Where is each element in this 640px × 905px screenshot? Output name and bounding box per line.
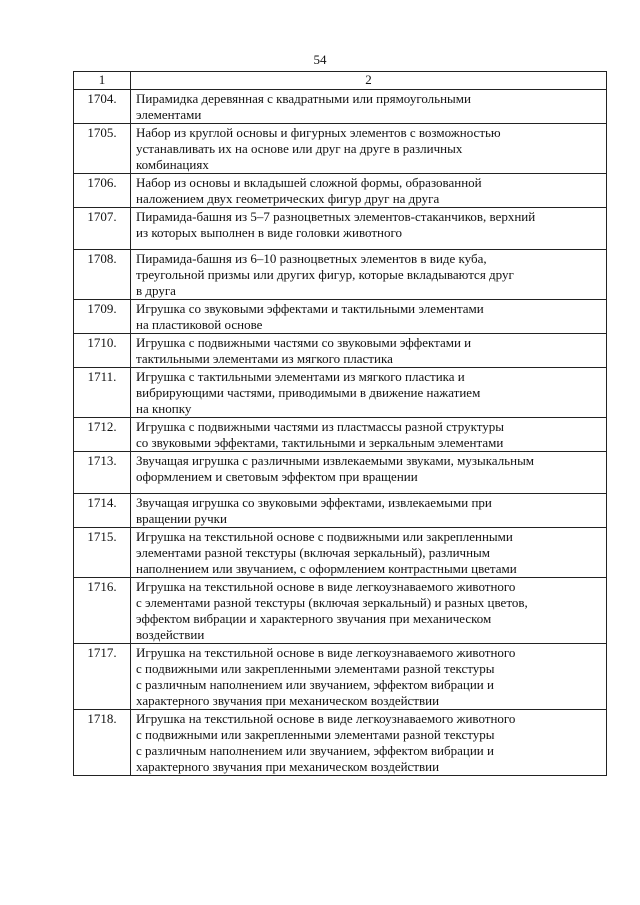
description-line: наложением двух геометрических фигур друг на друга [136, 191, 440, 206]
description-line: Игрушка с подвижными частями из пластмассы разной структуры [136, 419, 504, 434]
row-number: 1704. [74, 90, 131, 124]
row-number: 1711. [74, 368, 131, 418]
description-line: Набор из круглой основы и фигурных элементов с возможностью [136, 125, 501, 140]
table-row [74, 578, 607, 644]
row-number: 1706. [74, 174, 131, 208]
description-line: Звучащая игрушка с различными извлекаемыми звуками, музыкальным [136, 453, 535, 468]
row-number: 1707. [74, 208, 131, 250]
row-number: 1717. [74, 644, 131, 710]
description-line: на пластиковой основе [136, 317, 263, 332]
row-description [131, 578, 607, 644]
description-line: Игрушка на текстильной основе с подвижными или закрепленными [136, 529, 513, 544]
description-line: эффектом вибрации и характерного звучания при механическом [136, 611, 492, 626]
description-line: вращении ручки [136, 511, 227, 526]
row-description [131, 452, 607, 494]
description-line: Звучащая игрушка со звуковыми эффектами, извлекаемыми при [136, 495, 492, 510]
table-row [74, 418, 607, 452]
description-line: элементами [136, 107, 202, 122]
description-line: Игрушка со звуковыми эффектами и тактильными элементами [136, 301, 484, 316]
description-line: Пирамидка деревянная с квадратными или прямоугольными [136, 91, 471, 106]
description-line: Игрушка с тактильными элементами из мягкого пластика и [136, 369, 465, 384]
description-line: со звуковыми эффектами, тактильными и зеркальным элементами [136, 435, 504, 450]
description-line: в друга [136, 283, 176, 298]
row-number: 1708. [74, 250, 131, 300]
row-number: 1712. [74, 418, 131, 452]
table-row [74, 452, 607, 494]
row-number: 1715. [74, 528, 131, 578]
description-line: оформлением и световым эффектом при вращении [136, 469, 418, 484]
table-row [74, 300, 607, 334]
description-line: наполнением или звучанием, с оформлением контрастными цветами [136, 561, 517, 576]
description-line: треугольной призмы или других фигур, которые вкладываются друг [136, 267, 514, 282]
row-number: 1714. [74, 494, 131, 528]
description-line: Игрушка на текстильной основе в виде легкоузнаваемого животного [136, 579, 516, 594]
column-header-description: 2 [131, 72, 607, 90]
row-description [131, 528, 607, 578]
row-number: 1709. [74, 300, 131, 334]
description-line: характерного звучания при механическом воздействии [136, 693, 440, 708]
description-line: с подвижными или закрепленными элементами разной текстуры [136, 727, 495, 742]
row-description [131, 710, 607, 776]
description-line: из которых выполнен в виде головки животного [136, 225, 402, 240]
description-line: элементами разной текстуры (включая зеркальный), различным [136, 545, 491, 560]
table-row [74, 250, 607, 300]
description-line: Набор из основы и вкладышей сложной формы, образованной [136, 175, 482, 190]
row-description [131, 90, 607, 124]
table-row [74, 528, 607, 578]
description-line: с различным наполнением или звучанием, эффектом вибрации и [136, 743, 494, 758]
items-table [73, 71, 607, 776]
row-number: 1718. [74, 710, 131, 776]
table-row [74, 90, 607, 124]
table-row [74, 174, 607, 208]
description-line: с различным наполнением или звучанием, эффектом вибрации и [136, 677, 494, 692]
description-line: воздействии [136, 627, 205, 642]
description-line: Игрушка на текстильной основе в виде легкоузнаваемого животного [136, 711, 516, 726]
row-number: 1716. [74, 578, 131, 644]
row-description [131, 124, 607, 174]
description-line: с элементами разной текстуры (включая зеркальный) и разных цветов, [136, 595, 528, 610]
row-description [131, 174, 607, 208]
table-row [74, 494, 607, 528]
table-row [74, 334, 607, 368]
row-description [131, 300, 607, 334]
table-row [74, 710, 607, 776]
table-row [74, 208, 607, 250]
description-line: комбинациях [136, 157, 209, 172]
row-description [131, 208, 607, 250]
row-number: 1705. [74, 124, 131, 174]
description-line: Пирамида-башня из 6–10 разноцветных элементов в виде куба, [136, 251, 487, 266]
table-header-row [74, 72, 607, 90]
table-row [74, 124, 607, 174]
description-line: на кнопку [136, 401, 192, 416]
description-line: характерного звучания при механическом воздействии [136, 759, 440, 774]
row-description [131, 494, 607, 528]
row-description [131, 334, 607, 368]
column-header-number: 1 [74, 72, 131, 90]
table-body [74, 90, 607, 776]
description-line: Пирамида-башня из 5–7 разноцветных элементов-стаканчиков, верхний [136, 209, 536, 224]
table-row [74, 644, 607, 710]
description-line: вибрирующими частями, приводимыми в движение нажатием [136, 385, 481, 400]
description-line: с подвижными или закрепленными элементами разной текстуры [136, 661, 495, 676]
row-description [131, 368, 607, 418]
description-line: устанавливать их на основе или друг на друге в различных [136, 141, 463, 156]
page-number: 54 [313, 52, 327, 67]
row-description [131, 250, 607, 300]
description-line: Игрушка на текстильной основе в виде легкоузнаваемого животного [136, 645, 516, 660]
description-line: тактильными элементами из мягкого пластика [136, 351, 393, 366]
row-number: 1710. [74, 334, 131, 368]
table-row [74, 368, 607, 418]
row-number: 1713. [74, 452, 131, 494]
row-description [131, 418, 607, 452]
row-description [131, 644, 607, 710]
description-line: Игрушка с подвижными частями со звуковыми эффектами и [136, 335, 472, 350]
